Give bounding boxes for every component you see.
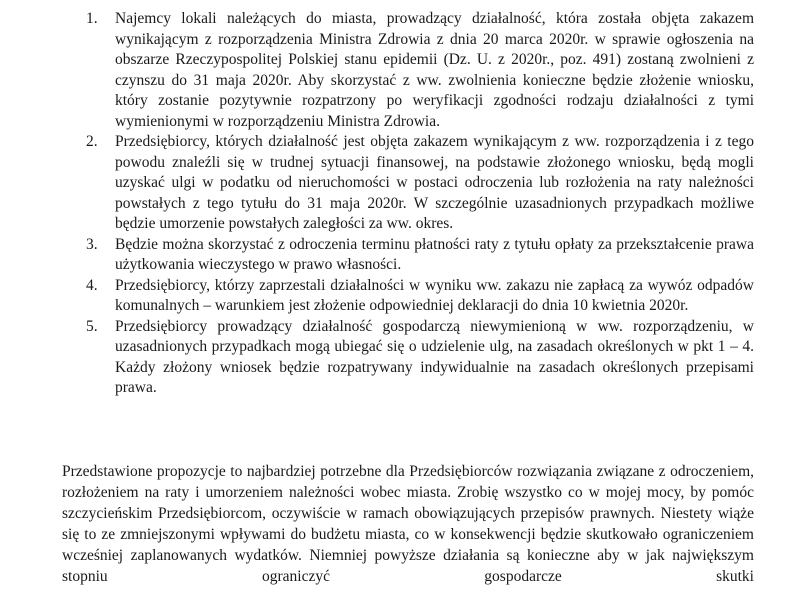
list-item-text: Przedsiębiorcy, których działalność jest objęta zakazem wynikającym z ww. rozporządzenia i z tego powodu znaleźli się w trudnej sytuacji finansowej, na podstawie złożonego wniosku, będą mogli uzyskać ulgi w podatku od nieruchomości w postaci odroczenia lub rozłożenia na raty należności powstałych z tego tytułu do 31 maja 2020r. W szczególnie uzasadnionych przypadkach możliwe będzie umorzenie powstałych zaległości za ww. okres.	[115, 133, 754, 232]
list-item-text: Najemcy lokali należących do miasta, prowadzący działalność, która została objęta zakazem wynikającym z rozporządzenia Ministra Zdrowia z dnia 20 marca 2020r. w sprawie ogłoszenia na obszarze Rzeczypospolitej Polskiej stanu epidemii (Dz. U. z 2020r., poz. 491) zostaną zwolnieni z czynszu do 31 maja 2020r. Aby skorzystać z ww. zwolnienia konieczne będzie złożenie wniosku, który zostanie pozytywnie rozpatrzony po weryfikacji zgodności rodzaju działalności z tymi wymienionymi w rozporządzeniu Ministra Zdrowia.	[115, 10, 754, 130]
list-item	[0, 317, 801, 399]
list-item-number: 4.	[86, 276, 98, 294]
list-item	[0, 276, 801, 317]
list-item	[0, 132, 801, 235]
list-item-text: Będzie można skorzystać z odroczenia terminu płatności raty z tytułu opłaty za przekształcenie prawa użytkowania wieczystego w prawo własności.	[115, 235, 754, 273]
measures-list	[0, 9, 801, 399]
list-item	[0, 235, 801, 276]
list-item	[0, 9, 801, 132]
list-item-text: Przedsiębiorcy prowadzący działalność gospodarczą niewymienioną w ww. rozporządzeniu, w uzasadnionych przypadkach mogą ubiegać się o udzielenie ulg, na zasadach określonych w pkt 1 – 4. Każdy złożony wniosek będzie rozpatrywany indywidualnie na zasadach określonych przepisami prawa.	[115, 317, 754, 396]
list-item-number: 2.	[86, 133, 98, 150]
list-item-number: 1.	[86, 10, 98, 27]
list-item-number: 3.	[86, 235, 98, 253]
list-item-text: Przedsiębiorcy, którzy zaprzestali działalności w wyniku ww. zakazu nie zapłacą za wywóz odpadów komunalnych – warunkiem jest złożenie odpowiedniej deklaracji do dnia 10 kwietnia 2020r.	[115, 276, 754, 314]
closing-paragraph: Przedstawione propozycje to najbardziej potrzebne dla Przedsiębiorców rozwiązania związane z odroczeniem, rozłożeniem na raty i umorzeniem należności wobec miasta. Zrobię wszystko co w mojej mocy, by pomóc szczycieńskim Przedsiębiorcom, oczywiście w ramach obowiązujących przepisów prawnych. Niestety wiąże się to ze zmniejszonymi wpływami do budżetu miasta, co w konsekwencji będzie skutkowało ograniczeniem wcześniej zaplanowanych wydatków. Niemniej powyższe działania są konieczne aby w jak największym stopniu ograniczyć gospodarcze skutki	[62, 463, 754, 585]
list-item-number: 5.	[86, 317, 98, 335]
